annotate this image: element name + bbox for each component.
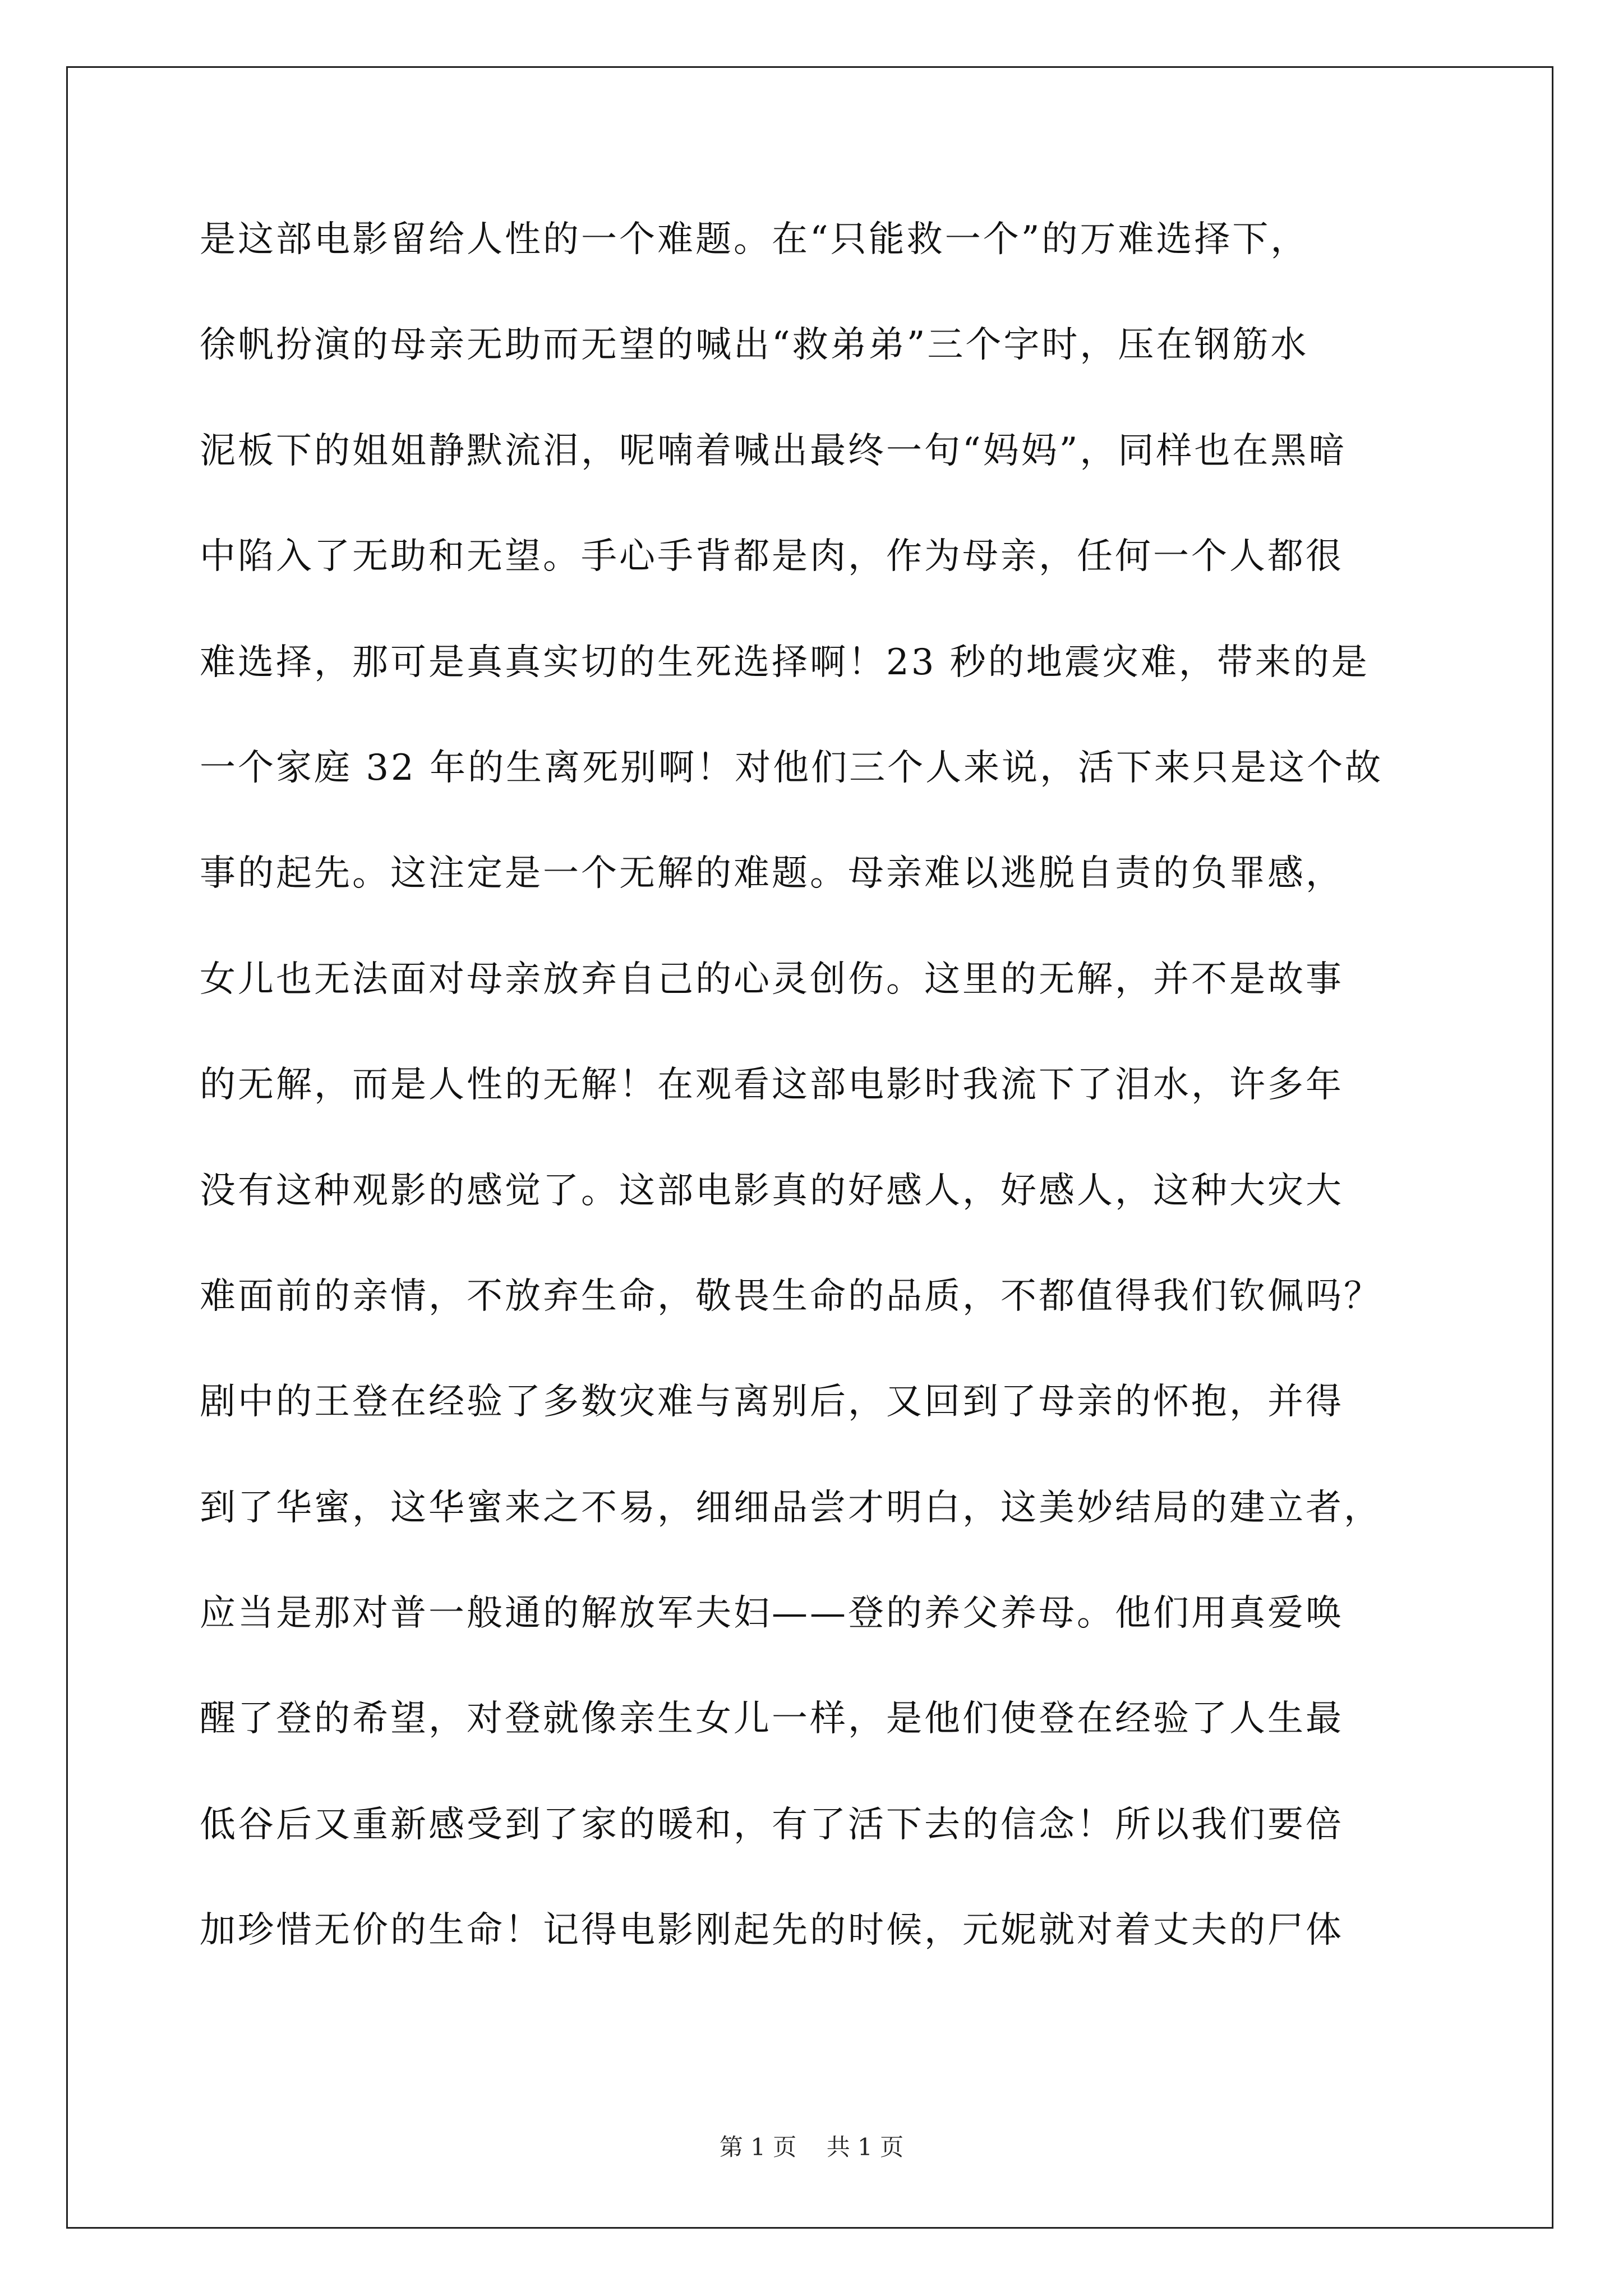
text-line: 一个家庭 32 年的生离死别啊！对他们三个人来说，活下来只是这个故 [200,747,1384,789]
text-line: 泥板下的姐姐静默流泪，呢喃着喊出最终一句“妈妈”，同样也在黑暗 [200,430,1347,472]
text-line: 是这部电影留给人性的一个难题。在“只能救一个”的万难选择下， [200,219,1309,260]
document-body [200,209,1433,2005]
text-line: 事的起先。这注定是一个无解的难题。母亲难以逃脱自责的负罪感， [200,853,1344,895]
text-line: 难选择，那可是真真实切的生死选择啊！23 秒的地震灾难，带来的是 [200,641,1370,683]
text-line: 剧中的王登在经验了多数灾难与离别后，又回到了母亲的怀抱，并得 [200,1381,1344,1423]
text-line: 的无解，而是人性的无解！在观看这部电影时我流下了泪水，许多年 [200,1064,1344,1106]
text-line: 应当是那对普一般通的解放军夫妇——登的养父养母。他们用真爱唤 [200,1593,1344,1635]
text-line: 女儿也无法面对母亲放弃自己的心灵创伤。这里的无解，并不是故事 [200,958,1344,1000]
text-line: 加珍惜无价的生命！记得电影刚起先的时候，元妮就对着丈夫的尸体 [200,1910,1344,1952]
text-line: 中陷入了无助和无望。手心手背都是肉，作为母亲，任何一个人都很 [200,536,1344,578]
text-line: 到了华蜜，这华蜜来之不易，细细品尝才明白，这美妙结局的建立者， [200,1487,1382,1529]
page-number-footer: 第 1 页 共 1 页 [719,2133,904,2161]
text-line: 没有这种观影的感觉了。这部电影真的好感人，好感人，这种大灾大 [200,1170,1344,1212]
text-line: 难面前的亲情，不放弃生命，敬畏生命的品质，不都值得我们钦佩吗？ [200,1275,1382,1317]
text-line: 低谷后又重新感受到了家的暖和，有了活下去的信念！所以我们要倍 [200,1803,1344,1846]
text-line: 醒了登的希望，对登就像亲生女儿一样，是他们使登在经验了人生最 [200,1698,1344,1740]
text-line: 徐帆扮演的母亲无助而无望的喊出“救弟弟”三个字时，压在钢筋水 [200,324,1309,366]
